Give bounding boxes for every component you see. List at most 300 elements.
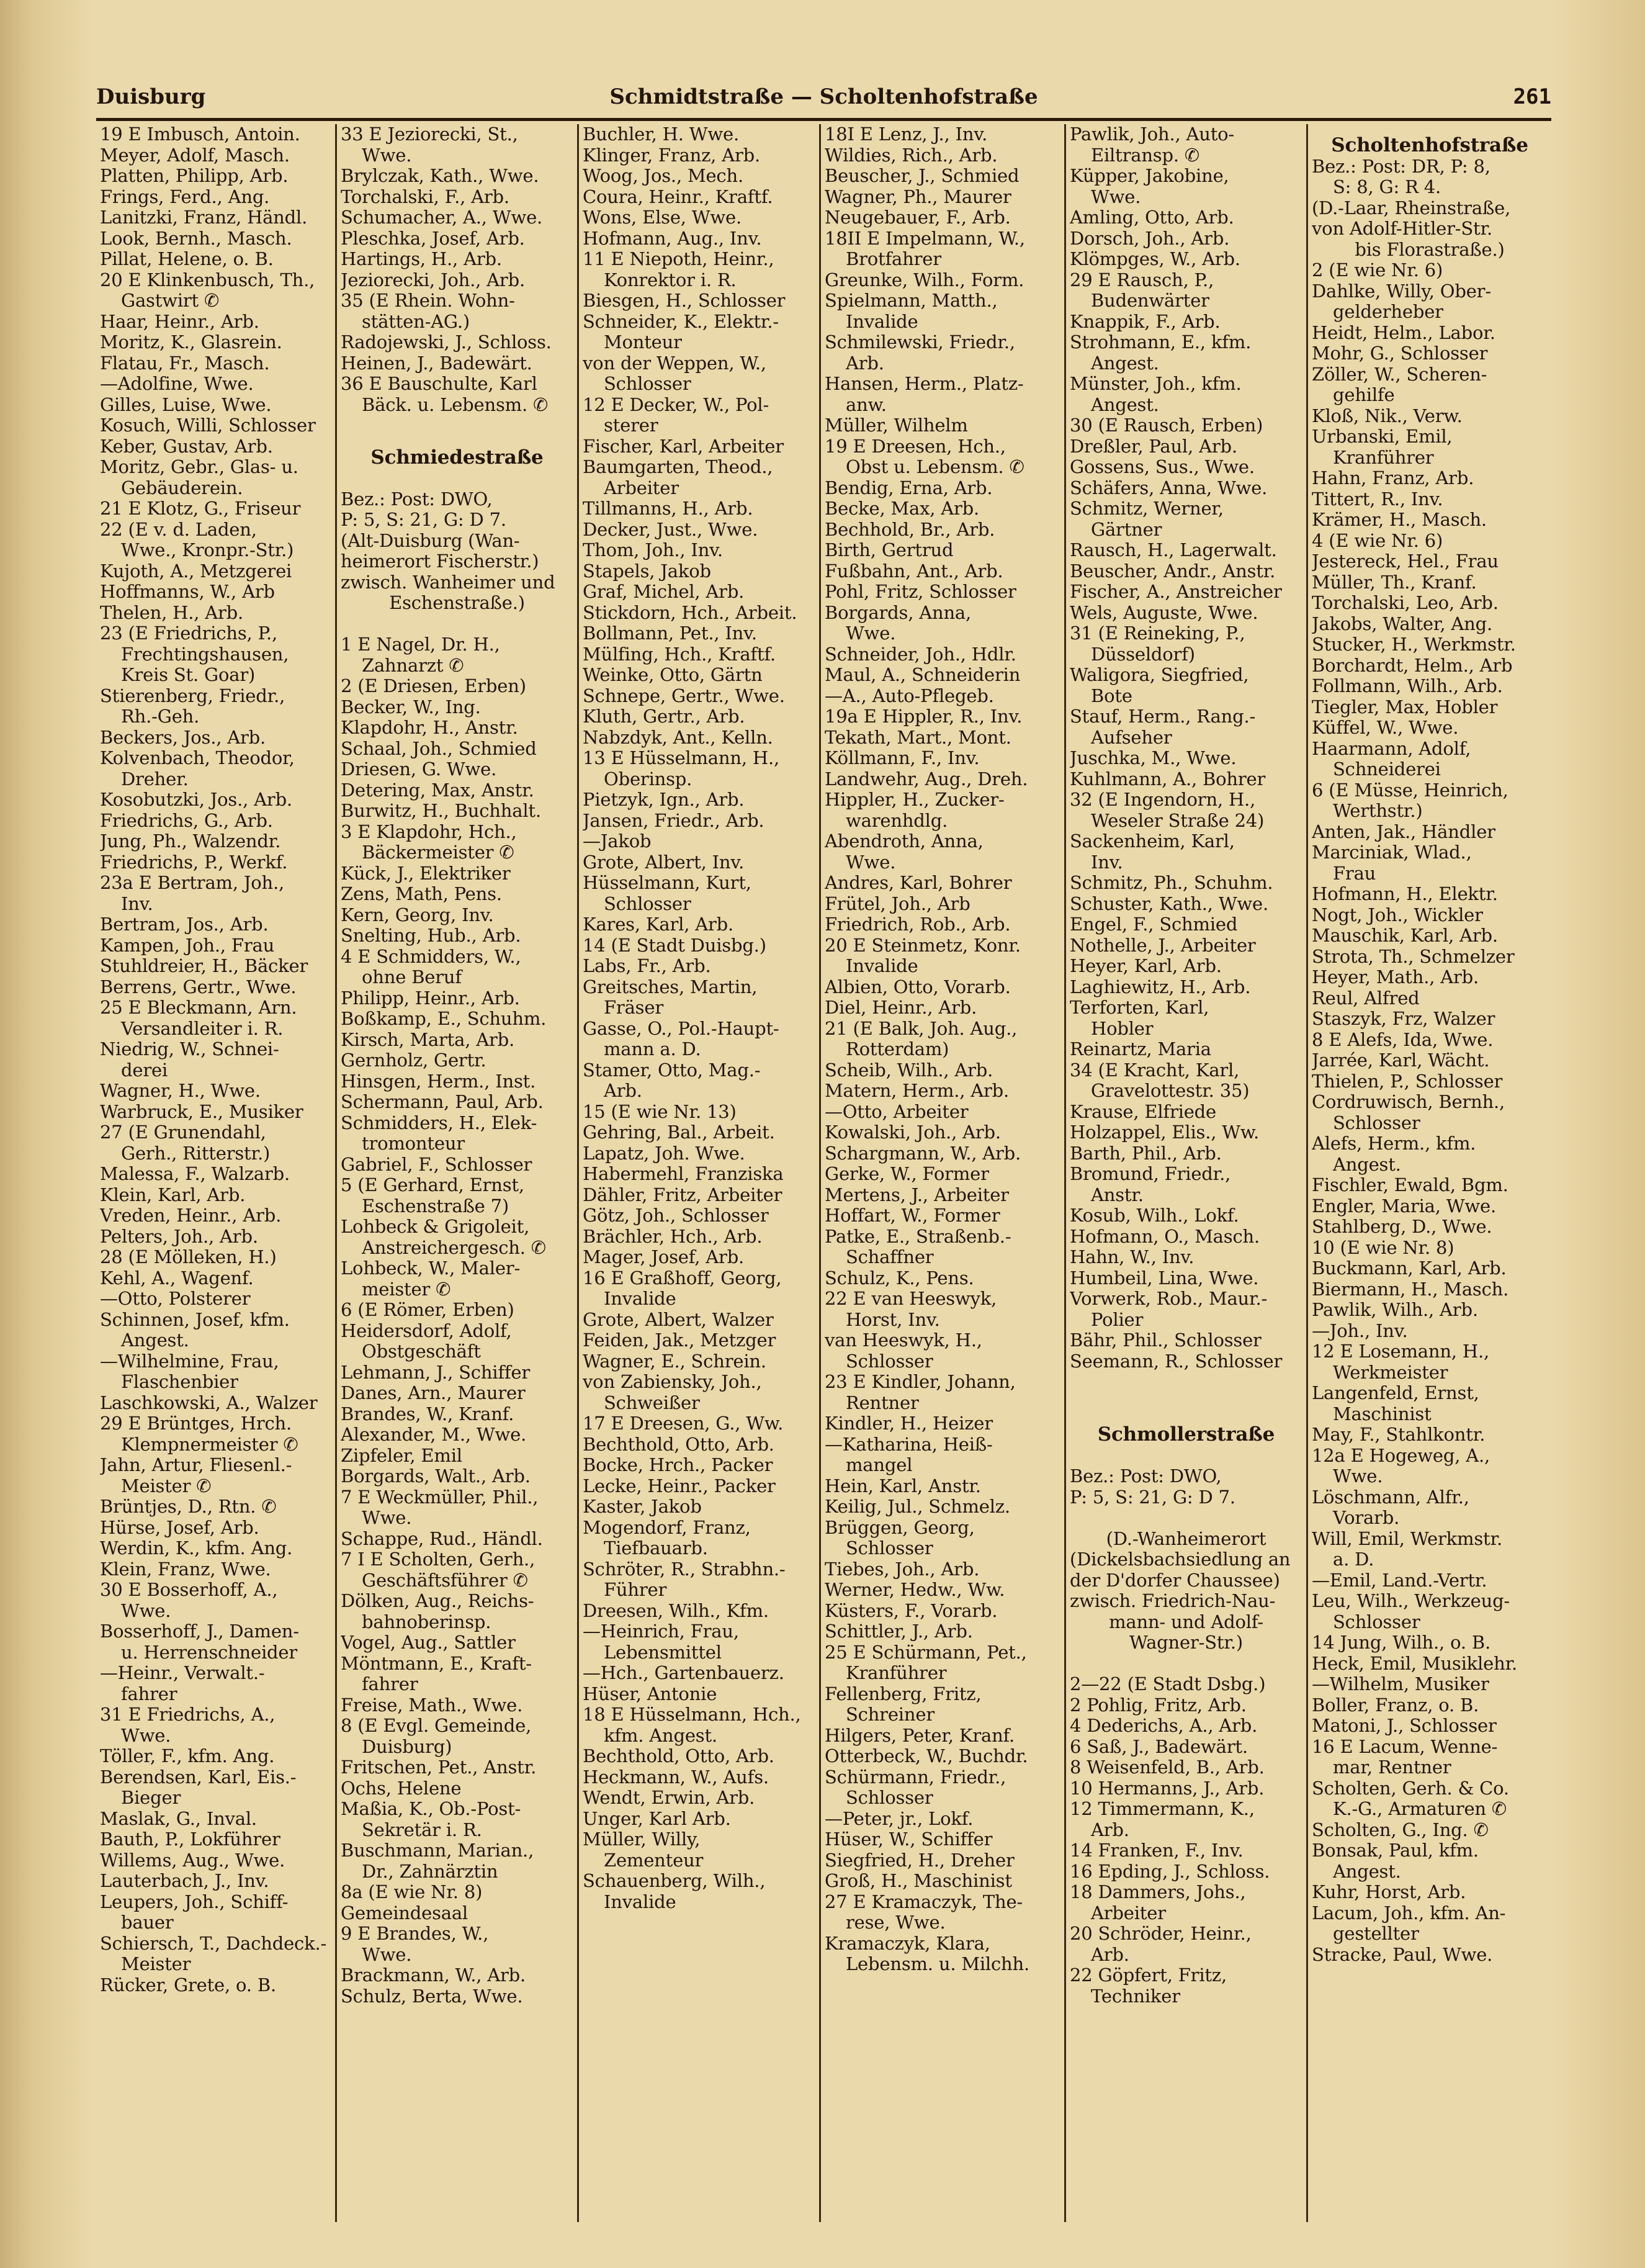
directory-entry: Lecke, Heinr., Packer — [583, 1475, 776, 1496]
directory-entry: Hippler, H., Zucker- — [825, 790, 1005, 810]
directory-entry: Kaster, Jakob — [583, 1496, 702, 1517]
directory-entry: Wwe. — [1091, 186, 1141, 207]
directory-entry: Töller, F., kfm. Ang. — [100, 1746, 275, 1766]
directory-entry: Jansen, Friedr., Arb. — [583, 810, 764, 831]
directory-entry: Knappik, F., Arb. — [1070, 311, 1221, 332]
directory-entry: 23 (E Friedrichs, P., — [100, 623, 278, 644]
directory-entry: Schneider, Joh., Hdlr. — [825, 644, 1016, 665]
directory-entry: Wildies, Rich., Arb. — [825, 145, 998, 166]
directory-entry: 14 (E Stadt Duisbg.) — [583, 935, 766, 956]
directory-entry: Tiebes, Joh., Arb. — [825, 1559, 980, 1580]
directory-entry: Wwe., Kronpr.-Str.) — [121, 540, 294, 560]
directory-entry: 13 E Hüsselmann, H., — [583, 748, 779, 768]
directory-entry: Waligora, Siegfried, — [1070, 665, 1249, 685]
directory-entry: Heyer, Math., Arb. — [1312, 967, 1479, 988]
directory-entry: Angest. — [1091, 353, 1159, 374]
directory-entry: Hofmann, O., Masch. — [1070, 1226, 1260, 1247]
directory-entry: Wwe. — [121, 1725, 171, 1746]
directory-entry: Albien, Otto, Vorarb. — [825, 976, 1011, 997]
directory-entry: gestellter — [1333, 1924, 1419, 1944]
directory-entry: sterer — [604, 415, 658, 436]
directory-entry: der D'dorfer Chaussee) — [1070, 1570, 1280, 1591]
directory-entry: Hüsselmann, Kurt, — [583, 873, 751, 893]
directory-entry: Kluth, Gertr., Arb. — [583, 706, 745, 727]
directory-entry: Kowalski, Joh., Arb. — [825, 1122, 1001, 1143]
directory-entry: Alefs, Herm., kfm. — [1312, 1133, 1476, 1154]
directory-entry: Fußbahn, Ant., Arb. — [825, 560, 1003, 582]
directory-entry: 17 E Dreesen, G., Ww. — [583, 1413, 784, 1434]
directory-entry: Invalide — [604, 1289, 676, 1309]
directory-entry: Kuhlmann, A., Bohrer — [1070, 768, 1266, 790]
directory-entry: Kramaczyk, Klara, — [825, 1933, 990, 1954]
spacer — [1070, 1393, 1302, 1414]
directory-entry: Kindler, H., Heizer — [825, 1413, 993, 1434]
directory-entry: —Joh., Inv. — [1312, 1320, 1408, 1341]
directory-entry: Maßia, K., Ob.-Post- — [341, 1799, 521, 1819]
directory-entry: Werner, Hedw., Ww. — [825, 1580, 1005, 1600]
directory-entry: 25 E Bleckmann, Arn. — [100, 997, 297, 1018]
directory-entry: Kares, Karl, Arb. — [583, 914, 734, 935]
directory-entry: 4 (E wie Nr. 6) — [1312, 530, 1443, 551]
directory-entry: —A., Auto-Pflegeb. — [825, 685, 994, 706]
street-heading: Scholtenhofstraße — [1331, 135, 1528, 156]
directory-entry: Schargmann, W., Arb. — [825, 1143, 1021, 1164]
directory-entry: Greitsches, Martin, — [583, 976, 758, 997]
directory-entry: Vogel, Aug., Sattler — [341, 1632, 516, 1653]
directory-entry: 2—22 (E Stadt Dsbg.) — [1070, 1674, 1266, 1694]
directory-entry: Angest. — [1333, 1154, 1401, 1175]
directory-entry: Schmitz, Ph., Schuhm. — [1070, 873, 1273, 893]
directory-entry: Rotterdam) — [846, 1039, 949, 1060]
directory-entry: 35 (E Rhein. Wohn- — [341, 290, 515, 311]
directory-entry: Mülfing, Hch., Kraftf. — [583, 644, 776, 665]
directory-entry: mangel — [846, 1455, 913, 1475]
directory-entry: Wagner, Ph., Maurer — [825, 186, 1011, 207]
directory-entry: Lacum, Joh., kfm. An- — [1312, 1902, 1506, 1924]
directory-entry: Spielmann, Matth., — [825, 290, 998, 311]
directory-entry: Will, Emil, Werkmstr. — [1312, 1528, 1502, 1549]
directory-entry: Schermann, Paul, Arb. — [341, 1092, 544, 1112]
directory-entry: Wwe. — [846, 852, 896, 873]
directory-entry: von der Weppen, W., — [583, 353, 766, 374]
directory-entry: K.-G., Armaturen ✆ — [1333, 1799, 1507, 1819]
directory-entry: Kosub, Wilh., Lokf. — [1070, 1205, 1239, 1226]
directory-entry: —Wilhelm, Musiker — [1312, 1674, 1489, 1694]
directory-entry: Bäck. u. Lebensm. ✆ — [362, 394, 549, 415]
directory-entry: 30 E Bosserhoff, A., — [100, 1580, 278, 1600]
directory-entry: Bertram, Jos., Arb. — [100, 914, 269, 935]
directory-entry: Krause, Elfriede — [1070, 1101, 1216, 1122]
directory-entry: tromonteur — [362, 1133, 465, 1154]
directory-entry: rese, Wwe. — [846, 1912, 946, 1933]
directory-entry: Dähler, Fritz, Arbeiter — [583, 1184, 782, 1205]
directory-entry: 28 (E Mölleken, H.) — [100, 1247, 277, 1267]
page-header — [96, 81, 1551, 121]
directory-entry: Vreden, Heinr., Arb. — [100, 1205, 282, 1226]
directory-entry: Schiersch, T., Dachdeck.- — [100, 1933, 327, 1954]
directory-entry: Leu, Wilh., Werkzeug- — [1312, 1591, 1510, 1611]
directory-entry: Sackenheim, Karl, — [1070, 831, 1235, 852]
directory-entry: Werdin, K., kfm. Ang. — [100, 1538, 293, 1559]
directory-entry: Lebensm. u. Milchh. — [846, 1954, 1030, 1974]
directory-entry: Fritschen, Pet., Anstr. — [341, 1757, 537, 1778]
directory-entry: Versandleiter i. R. — [121, 1018, 284, 1039]
directory-entry: 27 (E Grunendahl, — [100, 1122, 266, 1143]
directory-entry: Bäckermeister ✆ — [362, 842, 514, 863]
directory-entry: Labs, Fr., Arb. — [583, 956, 711, 976]
directory-entry: 19 E Imbusch, Antoin. — [100, 124, 300, 145]
directory-entry: Matern, Herm., Arb. — [825, 1081, 1010, 1101]
directory-entry: —Peter, jr., Lokf. — [825, 1808, 974, 1829]
directory-entry: Pillat, Helene, o. B. — [100, 249, 274, 269]
directory-entry: Friedrichs, G., Arb. — [100, 810, 273, 831]
directory-entry: Schlosser — [604, 893, 691, 914]
page-number: 261 — [1513, 84, 1551, 109]
directory-entry: Schnepe, Gertr., Wwe. — [583, 685, 785, 706]
directory-entry: Mohr, G., Schlosser — [1312, 343, 1488, 364]
directory-entry: Strota, Th., Schmelzer — [1312, 946, 1515, 967]
directory-entry: Fellenberg, Fritz, — [825, 1683, 982, 1704]
directory-entry: 23 E Kindler, Johann, — [825, 1372, 1016, 1392]
directory-entry: Danes, Arn., Maurer — [341, 1383, 526, 1403]
directory-entry: Küpper, Jakobine, — [1070, 166, 1229, 186]
directory-entry: 21 (E Balk, Joh. Aug., — [825, 1018, 1018, 1039]
directory-entry: Patke, E., Straßenb.- — [825, 1226, 1011, 1247]
directory-entry: S: 8, G: R 4. — [1333, 177, 1441, 197]
directory-entry: Kirsch, Marta, Arb. — [341, 1029, 515, 1050]
directory-entry: Bez.: Post: DWO, — [1070, 1466, 1222, 1487]
directory-entry: Fischler, Ewald, Bgm. — [1312, 1175, 1508, 1195]
directory-entry: Thielen, P., Schlosser — [1312, 1071, 1503, 1092]
directory-entry: Kolvenbach, Theodor, — [100, 748, 295, 768]
directory-entry: Kranführer — [846, 1663, 947, 1683]
directory-entry: Wagner, H., Wwe. — [100, 1081, 261, 1101]
directory-entry: 16 Epding, J., Schloss. — [1070, 1861, 1270, 1882]
column-3 — [577, 124, 819, 2222]
directory-entry: fahrer — [362, 1674, 418, 1694]
directory-entry: Strohmann, E., kfm. — [1070, 332, 1252, 353]
directory-entry: Pelters, Joh., Arb. — [100, 1226, 258, 1247]
directory-entry: Barth, Phil., Arb. — [1070, 1143, 1222, 1164]
directory-entry: Frütel, Joh., Arb — [825, 893, 970, 914]
directory-entry: heimerort Fischerstr.) — [341, 551, 539, 572]
directory-entry: Wwe. — [362, 1944, 412, 1965]
directory-entry: Thelen, H., Arb. — [100, 602, 244, 623]
directory-entry: Wwe. — [1333, 1466, 1383, 1487]
directory-entry: 9 E Brandes, W., — [341, 1924, 489, 1944]
directory-entry: Matoni, J., Schlosser — [1312, 1716, 1497, 1736]
directory-entry: Frechtingshausen, — [121, 644, 289, 665]
directory-entry: Wwe. — [362, 145, 412, 166]
directory-entry: Hofmann, H., Elektr. — [1312, 884, 1498, 904]
directory-entry: Hüser, W., Schiffer — [825, 1829, 993, 1850]
directory-entry: Stracke, Paul, Wwe. — [1312, 1944, 1493, 1965]
directory-entry: Grote, Albert, Inv. — [583, 852, 745, 873]
directory-entry: Grote, Albert, Walzer — [583, 1309, 774, 1330]
directory-entry: 6 Saß, J., Badewärt. — [1070, 1736, 1248, 1757]
directory-entry: Reinartz, Maria — [1070, 1039, 1211, 1060]
directory-entry: Dreßler, Paul, Arb. — [1070, 436, 1237, 457]
directory-entry: Meister — [121, 1954, 191, 1974]
directory-entry: Gilles, Luise, Wwe. — [100, 394, 272, 415]
directory-entry: Schappe, Rud., Händl. — [341, 1528, 543, 1549]
directory-entry: 23a E Bertram, Joh., — [100, 873, 285, 893]
directory-entry: —Heinr., Verwalt.- — [100, 1663, 265, 1683]
directory-entry: Schulz, Berta, Wwe. — [341, 1986, 523, 2007]
directory-entry: Rausch, H., Lagerwalt. — [1070, 540, 1277, 560]
directory-entry: Eiltransp. ✆ — [1091, 145, 1199, 166]
directory-entry: Obstgeschäft — [362, 1341, 481, 1362]
directory-entry: 7 E Weckmüller, Phil., — [341, 1487, 539, 1508]
directory-entry: Köllmann, F., Inv. — [825, 748, 980, 768]
directory-entry: Kranführer — [1333, 447, 1434, 468]
directory-entry: Freise, Math., Wwe. — [341, 1694, 523, 1716]
directory-entry: Eschenstraße 7) — [362, 1195, 509, 1217]
directory-entry: Pietzyk, Ign., Arb. — [583, 790, 745, 810]
directory-entry: Schneiderei — [1333, 759, 1441, 780]
directory-entry: Flatau, Fr., Masch. — [100, 353, 270, 374]
directory-entry: Maul, A., Schneiderin — [825, 665, 1021, 685]
directory-entry: 30 (E Rausch, Erben) — [1070, 415, 1263, 436]
directory-entry: —Katharina, Heiß- — [825, 1434, 993, 1455]
directory-entry: Lohbeck & Grigoleit, — [341, 1217, 530, 1237]
directory-entry: Schmidders, H., Elek- — [341, 1112, 537, 1133]
directory-entry: Arb. — [604, 1081, 642, 1101]
directory-entry: Angest. — [1091, 394, 1159, 415]
directory-entry: van Heeswyk, H., — [825, 1330, 982, 1351]
directory-entry: Andres, Karl, Bohrer — [825, 873, 1012, 893]
directory-entry: Gebäuderein. — [121, 477, 243, 498]
directory-entry: 12a E Hogeweg, A., — [1312, 1445, 1490, 1466]
directory-entry: Platten, Philipp, Arb. — [100, 166, 289, 186]
directory-entry: Gasse, O., Pol.-Haupt- — [583, 1018, 779, 1039]
directory-entry: Arb. — [1091, 1819, 1129, 1840]
directory-entry: Kloß, Nik., Verw. — [1312, 405, 1463, 426]
directory-entry: Rücker, Grete, o. B. — [100, 1974, 276, 1996]
directory-entry: Philipp, Heinr., Arb. — [341, 988, 520, 1009]
directory-entry: Kosuch, Willi, Schlosser — [100, 415, 316, 436]
directory-entry: Klempnermeister ✆ — [121, 1434, 298, 1455]
directory-entry: Budenwärter — [1091, 290, 1209, 311]
directory-entry: ohne Beruf — [362, 967, 462, 988]
directory-entry: Hinsgen, Herm., Inst. — [341, 1071, 536, 1092]
directory-entry: Ochs, Helene — [341, 1778, 462, 1799]
directory-entry: Berendsen, Karl, Eis.- — [100, 1766, 297, 1788]
directory-entry: Scholten, Gerh. & Co. — [1312, 1778, 1509, 1799]
directory-entry: P: 5, S: 21, G: D 7. — [1070, 1487, 1235, 1508]
directory-entry: 29 E Rausch, P., — [1070, 269, 1214, 290]
directory-entry: Bez.: Post: DR, P: 8, — [1312, 156, 1490, 177]
directory-entry: stätten-AG.) — [362, 311, 470, 332]
directory-entry: Engler, Maria, Wwe. — [1312, 1195, 1497, 1217]
directory-entry: Heyer, Karl, Arb. — [1070, 956, 1222, 976]
directory-entry: Sekretär i. R. — [362, 1819, 482, 1840]
directory-entry: Dr., Zahnärztin — [362, 1861, 498, 1882]
directory-entry: Stahlberg, D., Wwe. — [1312, 1217, 1492, 1237]
directory-entry: 2 (E Driesen, Erben) — [341, 676, 526, 696]
spacer — [341, 468, 573, 489]
directory-entry: Jahn, Artur, Fliesenl.- — [100, 1455, 292, 1475]
directory-entry: von Zabiensky, Joh., — [583, 1372, 762, 1392]
directory-entry: Hein, Karl, Anstr. — [825, 1475, 981, 1496]
directory-entry: Jung, Ph., Walzendr. — [100, 831, 281, 852]
directory-entry: 7 I E Scholten, Gerh., — [341, 1549, 536, 1570]
directory-entry: Schröter, R., Strabhn.- — [583, 1559, 786, 1580]
directory-entry: 20 E Steinmetz, Konr. — [825, 935, 1021, 956]
directory-entry: derei — [121, 1060, 168, 1081]
directory-entry: Pawlik, Wilh., Arb. — [1312, 1300, 1478, 1320]
directory-entry: Jeziorecki, Joh., Arb. — [341, 269, 525, 290]
spacer — [1070, 1654, 1302, 1675]
directory-entry: 22 (E v. d. Laden, — [100, 519, 257, 540]
directory-entry: Staszyk, Frz, Walzer — [1312, 1009, 1495, 1029]
directory-entry: Juschka, M., Wwe. — [1070, 748, 1237, 768]
column-1 — [96, 124, 335, 2222]
directory-entry: Torchalski, Leo, Arb. — [1312, 593, 1499, 613]
directory-entry: Lohbeck, W., Maler- — [341, 1258, 521, 1279]
directory-entry: —Otto, Polsterer — [100, 1289, 251, 1309]
directory-entry: Malessa, F., Walzarb. — [100, 1164, 290, 1184]
directory-entry: Kern, Georg, Inv. — [341, 904, 494, 925]
directory-entry: Wons, Else, Wwe. — [583, 207, 742, 228]
directory-entry: Frau — [1333, 863, 1376, 884]
directory-entry: Frings, Ferd., Ang. — [100, 186, 270, 207]
directory-entry: Meyer, Adolf, Masch. — [100, 145, 290, 166]
directory-entry: 6 (E Römer, Erben) — [341, 1300, 514, 1320]
directory-entry: (D.-Wanheimerort — [1106, 1528, 1266, 1549]
directory-entry: meister ✆ — [362, 1279, 451, 1300]
directory-entry: 19a E Hippler, R., Inv. — [825, 706, 1023, 727]
directory-entry: Gärtner — [1091, 519, 1162, 540]
directory-entry: 12 E Decker, W., Pol- — [583, 394, 769, 415]
directory-entry: 12 Timmermann, K., — [1070, 1799, 1255, 1819]
directory-entry: Stapels, Jakob — [583, 560, 711, 582]
directory-entry: Seemann, R., Schlosser — [1070, 1351, 1283, 1372]
directory-entry: bis Florastraße.) — [1355, 239, 1505, 260]
directory-entry: Schneider, K., Elektr.- — [583, 311, 779, 332]
directory-entry: Klein, Franz, Wwe. — [100, 1559, 271, 1580]
directory-entry: 5 (E Gerhard, Ernst, — [341, 1175, 524, 1195]
directory-entry: Hoffmanns, W., Arb — [100, 582, 275, 602]
directory-entry: 31 E Friedrichs, A., — [100, 1704, 276, 1725]
directory-entry: 32 (E Ingendorn, H., — [1070, 790, 1256, 810]
directory-entry: Brächler, Hch., Arb. — [583, 1226, 763, 1247]
directory-entry: Look, Bernh., Masch. — [100, 228, 292, 249]
directory-entry: Arbeiter — [1091, 1902, 1166, 1924]
directory-entry: Schäfers, Anna, Wwe. — [1070, 477, 1268, 498]
directory-entry: —Otto, Arbeiter — [825, 1101, 969, 1122]
directory-entry: 27 E Kramaczyk, The- — [825, 1891, 1023, 1912]
directory-entry: Kück, J., Elektriker — [341, 863, 511, 884]
directory-entry: Dölken, Aug., Reichs- — [341, 1591, 534, 1611]
directory-entry: Torchalski, F., Arb. — [341, 186, 509, 207]
directory-entry: Wagner, E., Schrein. — [583, 1351, 766, 1372]
directory-entry: Stuhldreier, H., Bäcker — [100, 956, 308, 976]
directory-entry: Keilig, Jul., Schmelz. — [825, 1496, 1010, 1517]
directory-entry: Götz, Joh., Schlosser — [583, 1205, 769, 1226]
directory-entry: Dorsch, Joh., Arb. — [1070, 228, 1230, 249]
directory-entry: Kehl, A., Wagenf. — [100, 1267, 254, 1289]
directory-entry: Bosserhoff, J., Damen- — [100, 1621, 299, 1642]
directory-entry: Schlosser — [1333, 1112, 1420, 1133]
directory-entry: Möntmann, E., Kraft- — [341, 1653, 532, 1674]
directory-entry: Willems, Aug., Wwe. — [100, 1850, 285, 1871]
directory-entry: Jestereck, Hel., Frau — [1312, 551, 1499, 572]
directory-entry: gelderheber — [1333, 302, 1443, 322]
directory-entry: a. D. — [1333, 1549, 1374, 1570]
directory-entry: Küsters, F., Vorarb. — [825, 1600, 998, 1621]
column-4 — [819, 124, 1064, 2222]
directory-entry: Kreis St. Goar) — [121, 665, 256, 685]
directory-entry: Werkmeister — [1333, 1362, 1448, 1383]
directory-entry: Stauf, Herm., Rang.- — [1070, 706, 1256, 727]
directory-entry: Meister ✆ — [121, 1475, 212, 1496]
directory-entry: Inv. — [1091, 852, 1123, 873]
directory-entry: Gerke, W., Former — [825, 1164, 989, 1184]
directory-entry: Schmilewski, Friedr., — [825, 332, 1015, 353]
directory-entry: Geschäftsführer ✆ — [362, 1570, 528, 1591]
directory-entry: 4 E Schmidders, W., — [341, 946, 521, 967]
directory-entry: Hofmann, Aug., Inv. — [583, 228, 762, 249]
directory-entry: Biesgen, H., Schlosser — [583, 290, 786, 311]
directory-entry: Dreher. — [121, 768, 189, 790]
directory-entry: Schürmann, Friedr., — [825, 1766, 1006, 1788]
directory-entry: Baumgarten, Theod., — [583, 457, 773, 477]
directory-entry: Coura, Heinr., Kraftf. — [583, 186, 773, 207]
directory-entry: Schlosser — [604, 374, 691, 394]
directory-entry: Invalide — [604, 1891, 676, 1912]
directory-entry: Haarmann, Adolf, — [1312, 738, 1471, 759]
directory-entry: —Jakob — [583, 831, 652, 852]
directory-entry: Weseler Straße 24) — [1091, 810, 1265, 831]
directory-entry: Bieger — [121, 1788, 181, 1808]
directory-entry: Polier — [1091, 1309, 1144, 1330]
directory-entry: mann- und Adolf- — [1109, 1611, 1263, 1632]
directory-entry: Gossens, Sus., Wwe. — [1070, 457, 1255, 477]
directory-entry: Stamer, Otto, Mag.- — [583, 1060, 761, 1081]
directory-entry: Moritz, Gebr., Glas- u. — [100, 457, 298, 477]
directory-entry: Gerh., Ritterstr.) — [121, 1143, 271, 1164]
directory-entry: Aufseher — [1091, 727, 1172, 748]
directory-entry: Mertens, J., Arbeiter — [825, 1184, 1009, 1205]
directory-entry: Duisburg) — [362, 1736, 452, 1757]
directory-entry: (D.-Laar, Rheinstraße, — [1312, 197, 1511, 218]
directory-entry: 36 E Bauschulte, Karl — [341, 374, 537, 394]
directory-entry: Konrektor i. R. — [604, 269, 737, 290]
directory-entry: Hilgers, Peter, Kranf. — [825, 1725, 1015, 1746]
directory-entry: Vorarb. — [1333, 1508, 1400, 1528]
directory-entry: Heinen, J., Badewärt. — [341, 353, 532, 374]
directory-entry: Krämer, H., Masch. — [1312, 510, 1487, 530]
directory-entry: Keber, Gustav, Arb. — [100, 436, 273, 457]
directory-entry: Unger, Karl Arb. — [583, 1808, 731, 1829]
directory-entry: Obst u. Lebensm. ✆ — [846, 457, 1024, 477]
directory-entry: Engel, F., Schmied — [1070, 914, 1238, 935]
directory-entry: fahrer — [121, 1683, 177, 1704]
spacer — [1070, 1446, 1302, 1467]
directory-entry: Schlosser — [846, 1788, 933, 1808]
directory-entry: 20 Schröder, Heinr., — [1070, 1924, 1252, 1944]
directory-entry: Bote — [1091, 685, 1132, 706]
directory-entry: 18II E Impelmann, W., — [825, 228, 1025, 249]
spacer — [341, 415, 573, 436]
directory-entry: Schuster, Kath., Wwe. — [1070, 893, 1269, 914]
directory-entry: 12 E Losemann, H., — [1312, 1341, 1489, 1362]
directory-entry: Anstr. — [1091, 1184, 1144, 1205]
directory-entry: (Dickelsbachsiedlung an — [1070, 1549, 1291, 1570]
directory-entry: Klinger, Franz, Arb. — [583, 145, 760, 166]
directory-entry: —Wilhelmine, Frau, — [100, 1351, 279, 1372]
